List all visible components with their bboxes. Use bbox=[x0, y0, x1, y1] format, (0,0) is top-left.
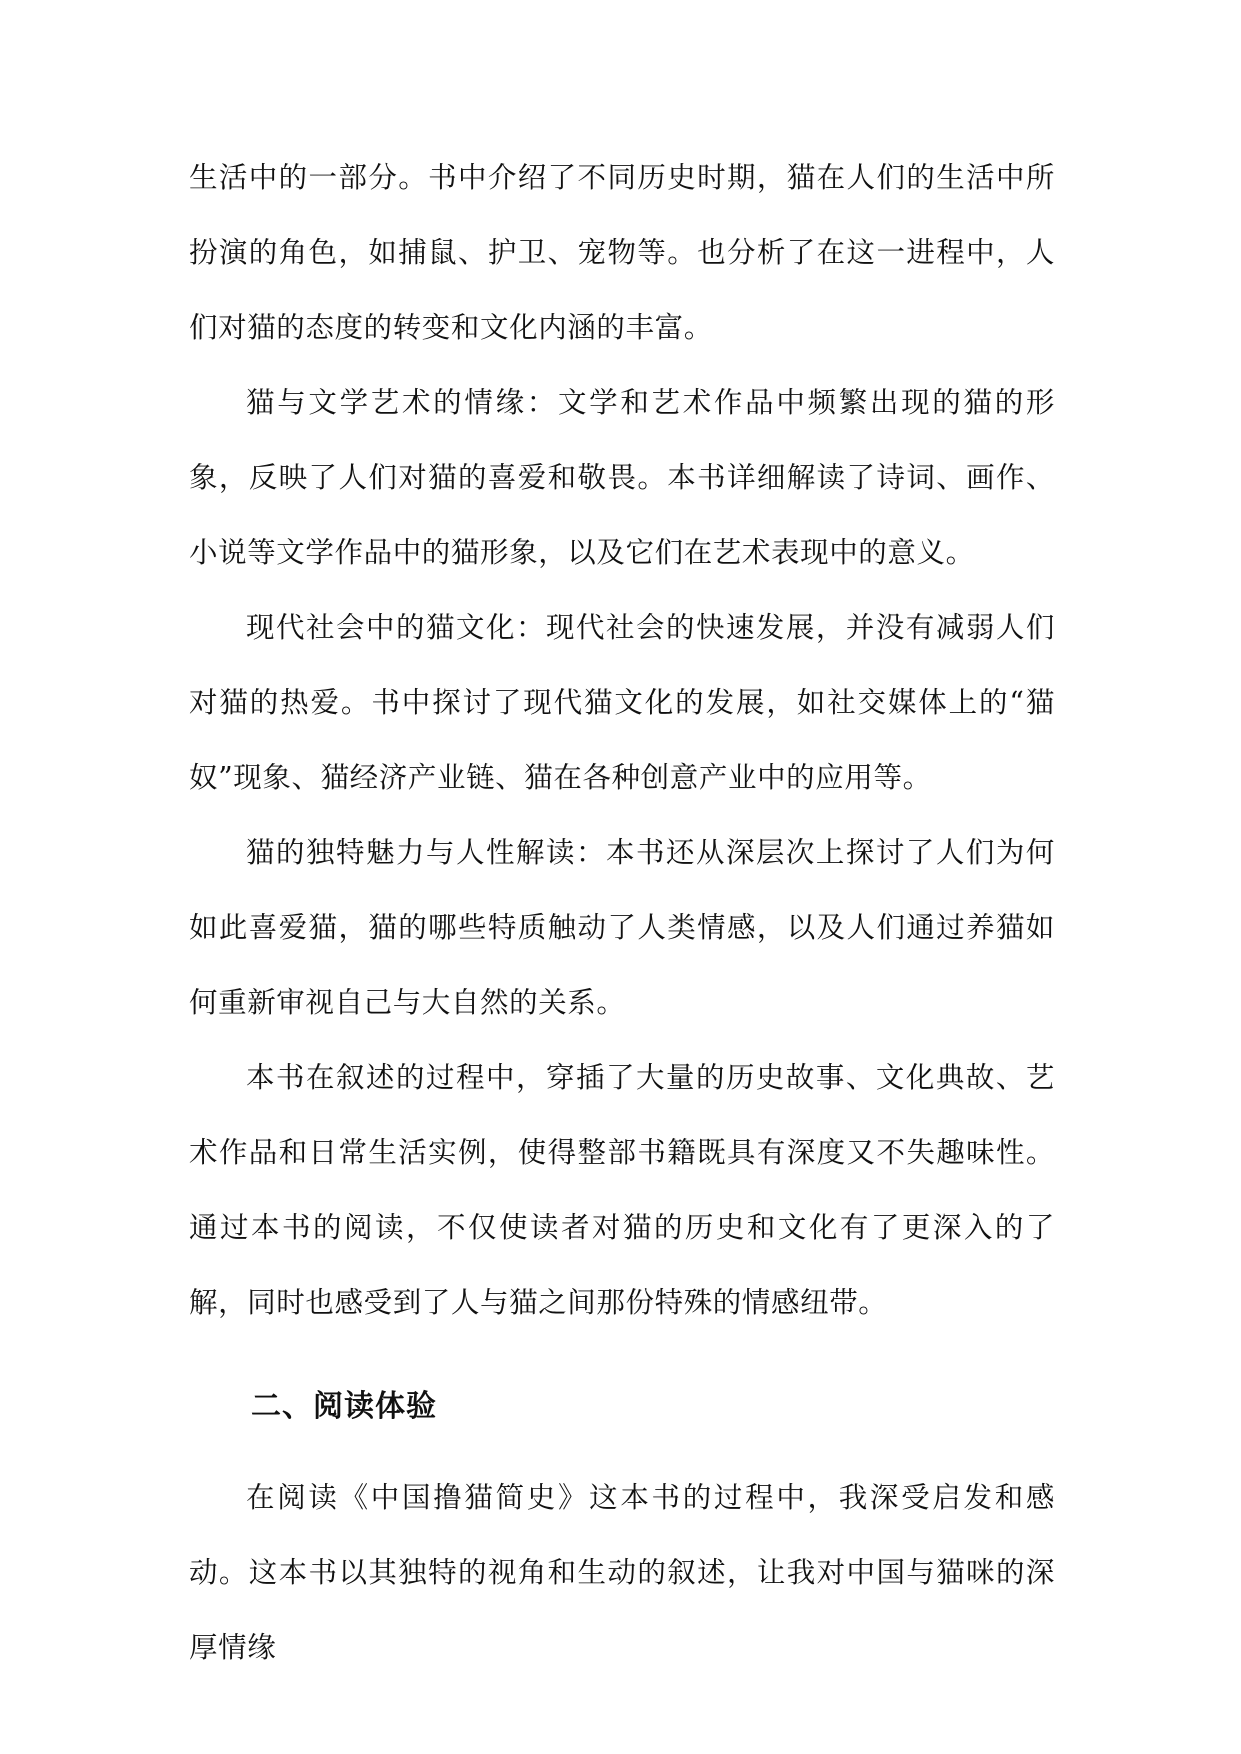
paragraph-summary: 本书在叙述的过程中，穿插了大量的历史故事、文化典故、艺术作品和日常生活实例，使得整部书籍既具有深度又不失趣味性。通过本书的阅读，不仅使读者对猫的历史和文化有了更深入的了解，同时也感受到了人与猫之间那份特殊的情感纽带。 bbox=[189, 1061, 1055, 1319]
section-heading-reading-experience: 二、阅读体验 bbox=[251, 1389, 437, 1424]
paragraph-charm-humanity: 猫的独特魅力与人性解读：本书还从深层次上探讨了人们为何如此喜爱猫，猫的哪些特质触动了人类情感，以及人们通过养猫如何重新审视自己与大自然的关系。 bbox=[189, 836, 1055, 1019]
paragraph-reading-experience: 在阅读《中国撸猫简史》这本书的过程中，我深受启发和感动。这本书以其独特的视角和生动的叙述，让我对中国与猫咪的深厚情缘 bbox=[189, 1481, 1055, 1664]
paragraph-modern-culture: 现代社会中的猫文化：现代社会的快速发展，并没有减弱人们对猫的热爱。书中探讨了现代猫文化的发展，如社交媒体上的“猫奴”现象、猫经济产业链、猫在各种创意产业中的应用等。 bbox=[189, 611, 1055, 794]
paragraph-continuation: 生活中的一部分。书中介绍了不同历史时期，猫在人们的生活中所扮演的角色，如捕鼠、护卫、宠物等。也分析了在这一进程中，人们对猫的态度的转变和文化内涵的丰富。 bbox=[189, 161, 1055, 344]
paragraph-literature-art: 猫与文学艺术的情缘：文学和艺术作品中频繁出现的猫的形象，反映了人们对猫的喜爱和敬畏。本书详细解读了诗词、画作、小说等文学作品中的猫形象，以及它们在艺术表现中的意义。 bbox=[189, 386, 1055, 569]
document-body bbox=[189, 140, 1055, 1685]
